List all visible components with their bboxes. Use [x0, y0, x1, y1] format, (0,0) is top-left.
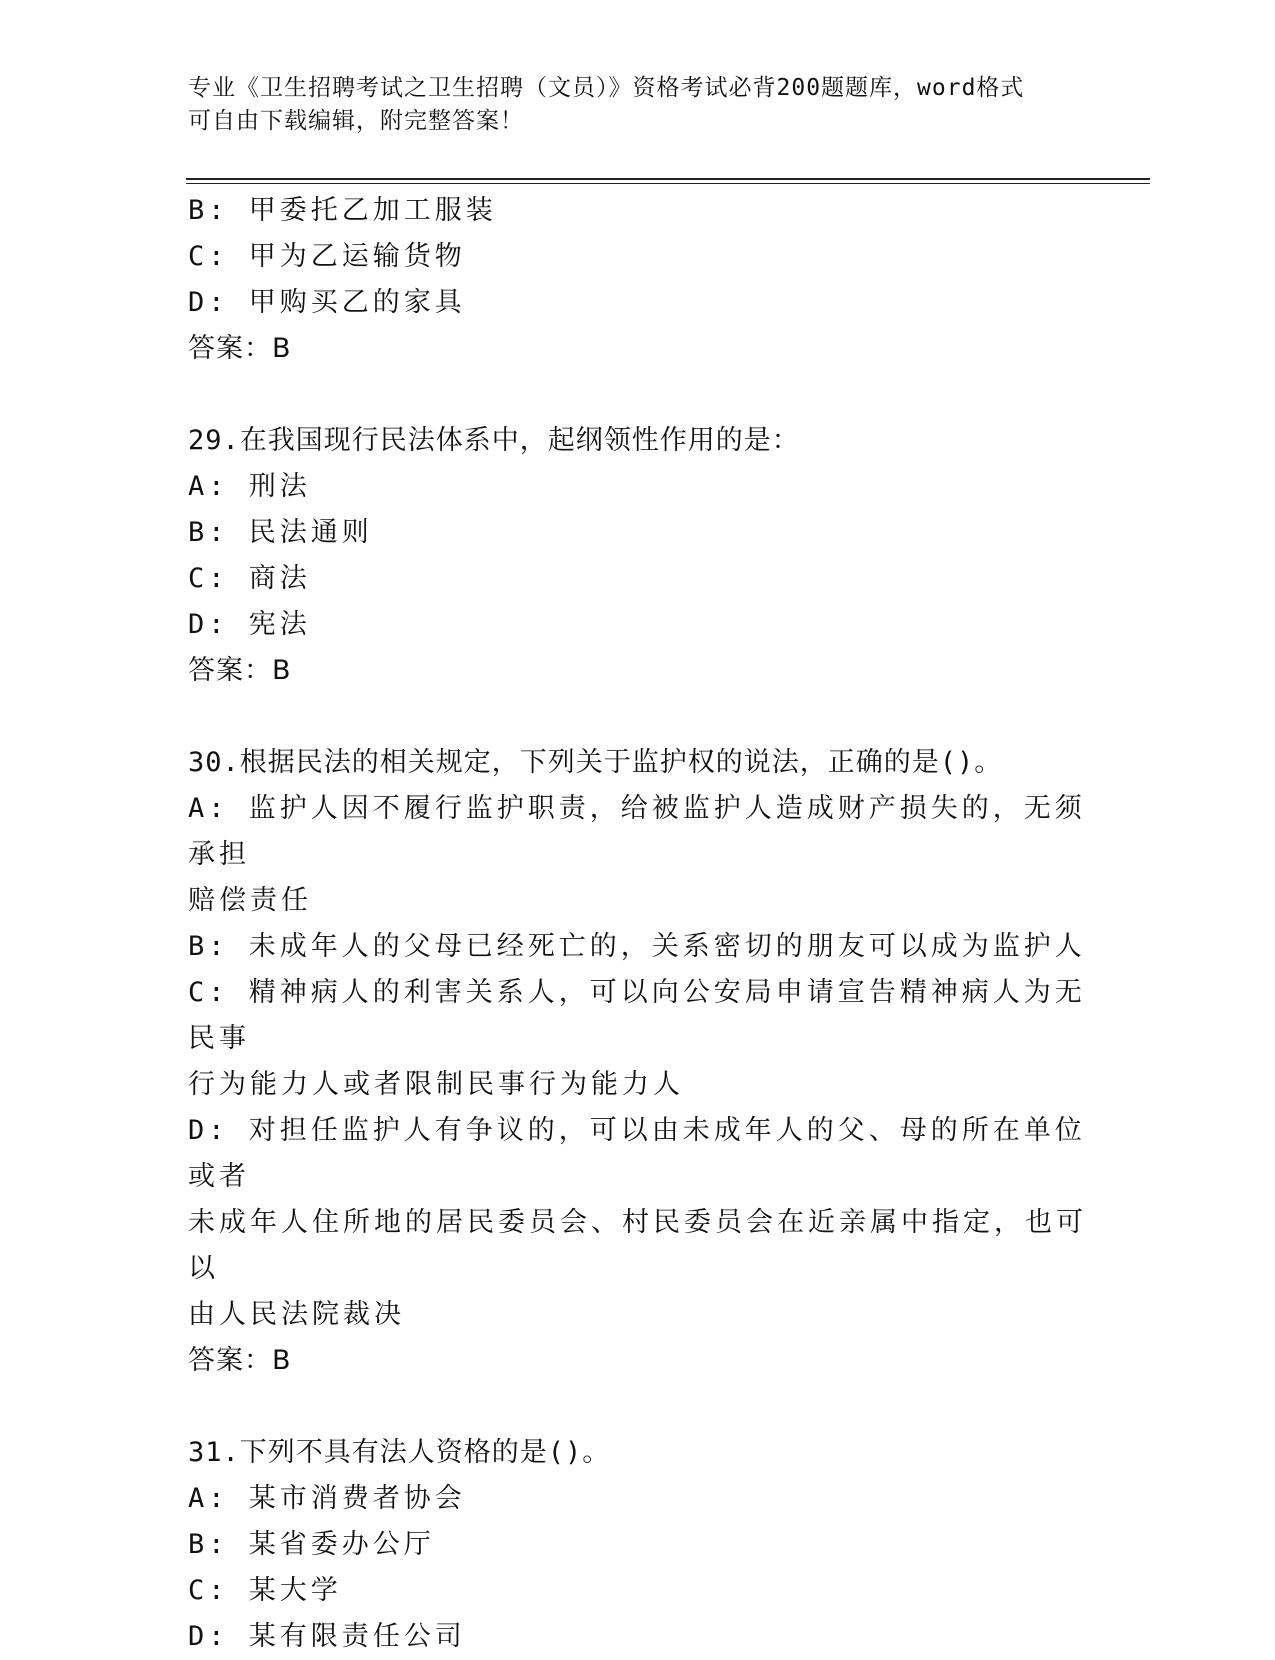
header-line-1: 专业《卫生招聘考试之卫生招聘（文员）》资格考试必背200题题库，word格式	[188, 75, 1025, 101]
header-line-2: 可自由下载编辑，附完整答案！	[188, 108, 524, 134]
question-28-tail	[188, 188, 1088, 372]
option-a: A: 某市消费者协会	[188, 1483, 466, 1514]
option-d-line-2: 未成年人住所地的居民委员会、村民委员会在近亲属中指定，也可以	[188, 1207, 1087, 1284]
question-text: 30.根据民法的相关规定，下列关于监护权的说法，正确的是()。	[188, 747, 1003, 778]
option-c-line-2: 行为能力人或者限制民事行为能力人	[188, 1069, 684, 1100]
option-b: B: 某省委办公厅	[188, 1529, 435, 1560]
question-31	[188, 1430, 1088, 1660]
spacer	[188, 1384, 1088, 1430]
answer-line: 答案：B	[188, 333, 292, 364]
document-header	[188, 72, 1068, 138]
question-text: 31.下列不具有法人资格的是()。	[188, 1437, 611, 1468]
option-c: C: 商法	[188, 563, 311, 594]
option-b: B: 未成年人的父母已经死亡的，关系密切的朋友可以成为监护人	[188, 931, 1086, 962]
option-d-line-3: 由人民法院裁决	[188, 1299, 405, 1330]
option-d: D: 宪法	[188, 609, 311, 640]
question-text: 29.在我国现行民法体系中，起纲领性作用的是：	[188, 425, 800, 456]
option-a-line-1: A: 监护人因不履行监护职责，给被监护人造成财产损失的，无须承担	[188, 793, 1086, 870]
option-d: D: 甲购买乙的家具	[188, 287, 466, 318]
header-divider-thick	[186, 178, 1150, 180]
spacer	[188, 694, 1088, 740]
question-30	[188, 740, 1088, 1384]
question-list	[188, 188, 1088, 1660]
option-d: D: 某有限责任公司	[188, 1621, 466, 1652]
option-b: B: 民法通则	[188, 517, 373, 548]
option-c: C: 甲为乙运输货物	[188, 241, 466, 272]
option-d-line-1: D: 对担任监护人有争议的，可以由未成年人的父、母的所在单位或者	[188, 1115, 1086, 1192]
option-a: A: 刑法	[188, 471, 311, 502]
option-c: C: 某大学	[188, 1575, 342, 1606]
option-c-line-1: C: 精神病人的利害关系人，可以向公安局申请宣告精神病人为无民事	[188, 977, 1086, 1054]
answer-line: 答案：B	[188, 1345, 292, 1376]
option-a-line-2: 赔偿责任	[188, 885, 312, 916]
spacer	[188, 372, 1088, 418]
question-29	[188, 418, 1088, 694]
option-b: B: 甲委托乙加工服装	[188, 195, 497, 226]
answer-line: 答案：B	[188, 655, 292, 686]
header-divider-thin	[186, 183, 1150, 184]
